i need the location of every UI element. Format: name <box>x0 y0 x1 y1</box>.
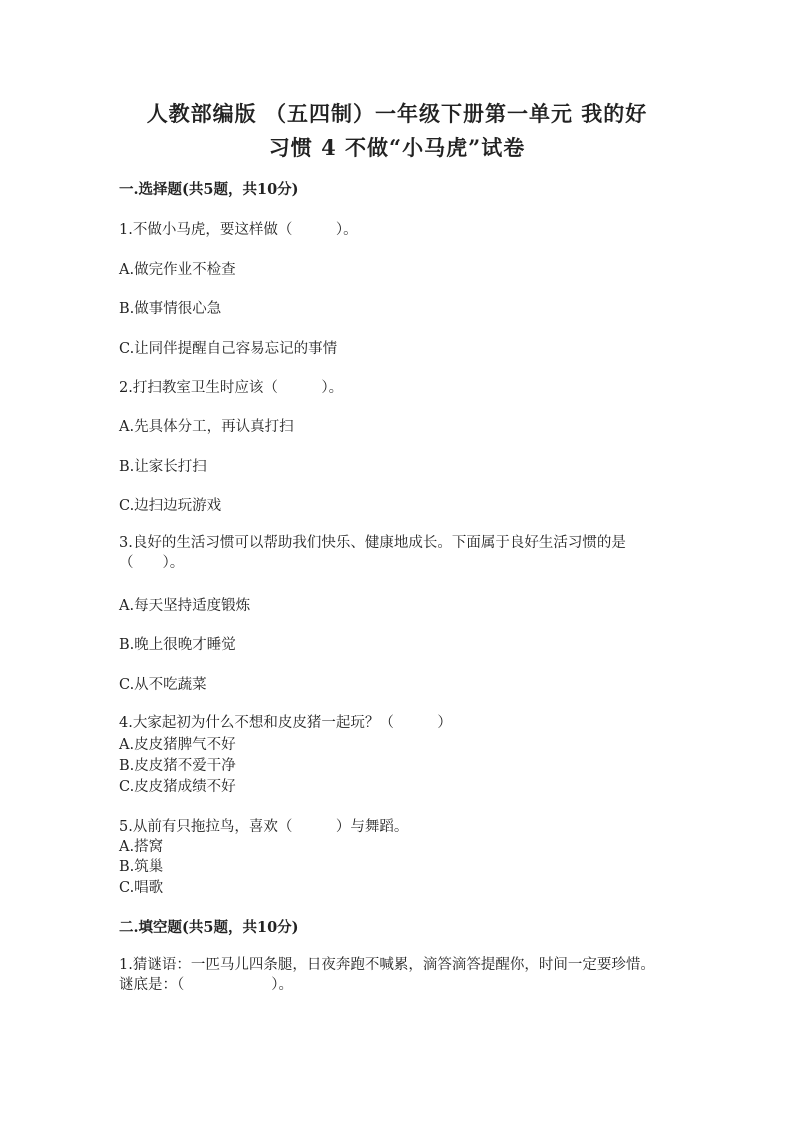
question-5-option-b: B.筑巢 <box>119 859 164 875</box>
question-3-option-c: C.从不吃蔬菜 <box>119 677 207 693</box>
question-3-stem: 3.良好的生活习惯可以帮助我们快乐、健康地成长。下面属于良好生活习惯的是（ ）。 <box>119 535 626 571</box>
question-5-option-a: A.搭窝 <box>119 839 164 855</box>
question-4-option-c: C.皮皮猪成绩不好 <box>119 779 236 795</box>
question-3-option-a: A.每天坚持适度锻炼 <box>119 598 251 614</box>
question-2-option-b: B.让家长打扫 <box>119 459 207 475</box>
question-1-stem: 1.不做小马虎，要这样做（ ）。 <box>119 222 358 238</box>
section-heading-fill-in: 二.填空题(共5题，共10分) <box>119 919 299 936</box>
exam-title-line-2: 习惯 4 不做“小马虎”试卷 <box>268 135 526 160</box>
fill-question-1-stem: 1.猜谜语：一匹马儿四条腿，日夜奔跑不喊累，滴答滴答提醒你，时间一定要珍惜。谜底是：（ ）。 <box>119 957 655 993</box>
question-3-option-b: B.晚上很晚才睡觉 <box>119 637 236 653</box>
question-2-stem: 2.打扫教室卫生时应该（ ）。 <box>119 380 344 396</box>
question-1-option-a: A.做完作业不检查 <box>119 262 236 278</box>
question-1-option-b: B.做事情很心急 <box>119 301 222 317</box>
question-4-stem: 4.大家起初为什么不想和皮皮猪一起玩？（ ） <box>119 715 452 731</box>
question-4-option-a: A.皮皮猪脾气不好 <box>119 737 236 753</box>
exam-title-line-1: 人教部编版 （五四制）一年级下册第一单元 我的好 <box>146 101 648 126</box>
question-5-option-c: C.唱歌 <box>119 880 164 896</box>
question-1-option-c: C.让同伴提醒自己容易忘记的事情 <box>119 341 338 357</box>
question-4-option-b: B.皮皮猪不爱干净 <box>119 758 236 774</box>
question-2-option-a: A.先具体分工，再认真打扫 <box>119 419 294 435</box>
question-2-option-c: C.边扫边玩游戏 <box>119 498 222 514</box>
question-5-stem: 5.从前有只拖拉鸟，喜欢（ ）与舞蹈。 <box>119 819 409 835</box>
section-heading-choice: 一.选择题(共5题，共10分) <box>119 181 299 198</box>
